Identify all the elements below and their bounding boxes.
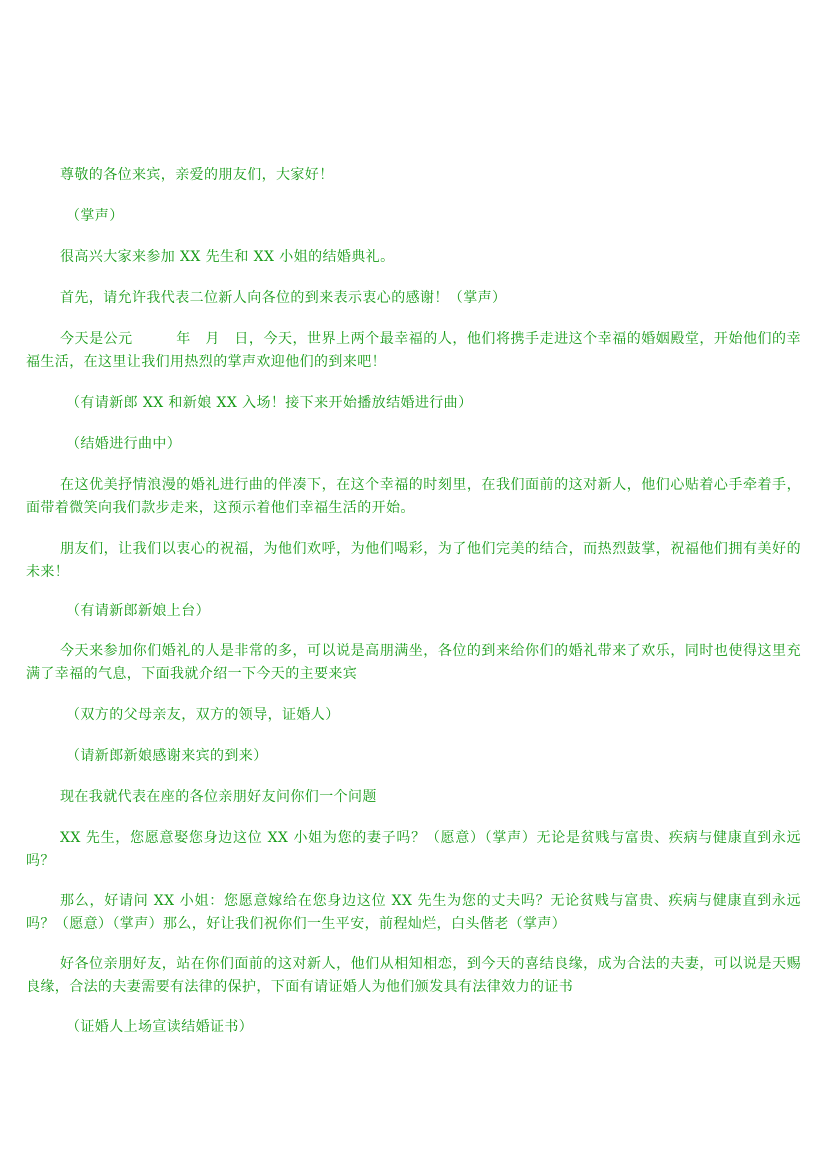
stage-note: （有请新郎新娘上台）: [66, 603, 210, 619]
certificate-paragraph: 好各位亲朋好友，站在你们面前的这对新人，他们从相知相恋，到今天的喜结良缘，成为合法的夫妻，可以说是天赐良缘，合法的夫妻需要有法律的保护，下面有请证婚人为他们颁发具有法律效力的证书: [26, 956, 801, 995]
guests-note: （双方的父母亲友，双方的领导，证婚人）: [66, 707, 340, 723]
applause-note: （掌声）: [66, 208, 124, 224]
blessing-paragraph: 朋友们，让我们以衷心的祝福，为他们欢呼，为他们喝彩，为了他们完美的结合，而热烈鼓掌，祝福他们拥有美好的未来！: [26, 541, 801, 580]
welcome-paragraph: 很高兴大家来参加 XX 先生和 XX 小姐的结婚典礼。: [60, 249, 395, 265]
date-paragraph: 今天是公元 年 月 日，今天，世界上两个最幸福的人，他们将携手走进这个幸福的婚姻殿堂，开始他们的幸福生活，在这里让我们用热烈的掌声欢迎他们的到来吧！: [26, 331, 801, 370]
certificate-note: （证婚人上场宣读结婚证书）: [66, 1019, 254, 1035]
groom-vow-paragraph: XX 先生，您愿意娶您身边这位 XX 小姐为您的妻子吗？（愿意）（掌声）无论是贫贱与富贵、疾病与健康直到永远吗？: [26, 830, 801, 869]
march-paragraph: 在这优美抒情浪漫的婚礼进行曲的伴凑下，在这个幸福的时刻里，在我们面前的这对新人，他们心贴着心手牵着手，面带着微笑向我们款步走来，这预示着他们幸福生活的开始。: [26, 477, 801, 516]
bride-vow-paragraph: 那么，好请问 XX 小姐：您愿意嫁给在您身边这位 XX 先生为您的丈夫吗？无论贫贱与富贵、疾病与健康直到永远吗？（愿意）（掌声）那么，好让我们祝你们一生平安，前程灿烂，白头偕老（掌声）: [26, 893, 801, 932]
march-note: （结婚进行曲中）: [66, 436, 182, 452]
question-intro-paragraph: 现在我就代表在座的各位亲朋好友问你们一个问题: [60, 789, 377, 805]
greeting-paragraph: 尊敬的各位来宾，亲爱的朋友们，大家好！: [60, 167, 334, 183]
entrance-note: （有请新郎 XX 和新娘 XX 入场！接下来开始播放结婚进行曲）: [66, 395, 473, 411]
thanks-guests-note: （请新郎新娘感谢来宾的到来）: [66, 748, 268, 764]
thanks-paragraph: 首先，请允许我代表二位新人向各位的到来表示衷心的感谢！（掌声）: [60, 290, 507, 306]
guests-paragraph: 今天来参加你们婚礼的人是非常的多，可以说是高朋满坐，各位的到来给你们的婚礼带来了欢乐，同时也使得这里充满了幸福的气息，下面我就介绍一下今天的主要来宾: [26, 643, 801, 682]
